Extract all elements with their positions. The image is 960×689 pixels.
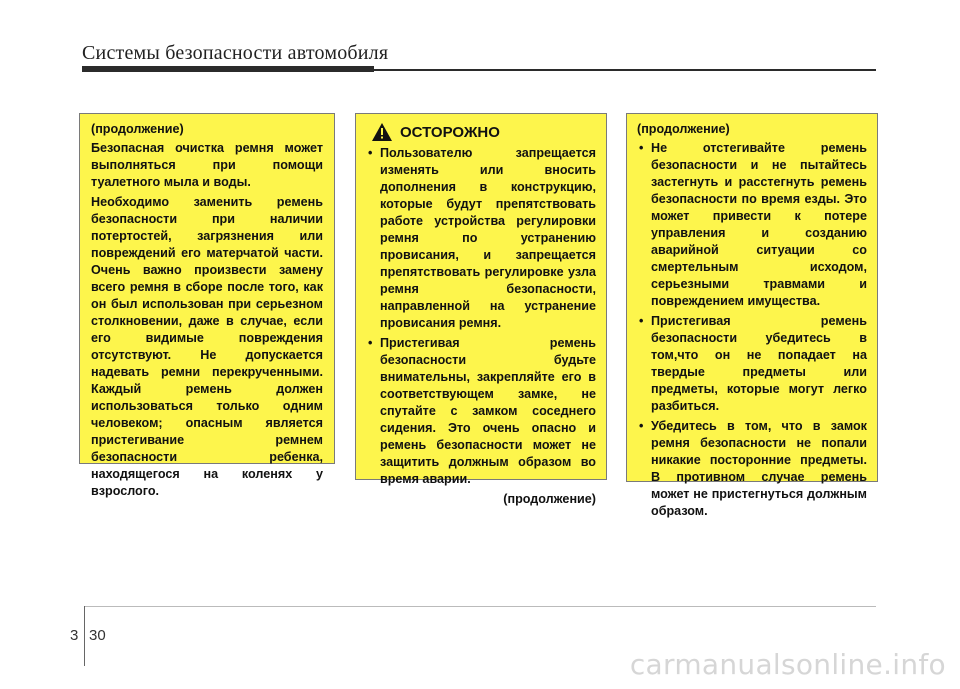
warning-title: ОСТОРОЖНО (400, 123, 500, 141)
page-title: Системы безопасности автомобиля (82, 42, 389, 64)
continued-label: (продолжение) (637, 122, 730, 136)
section-number: 3 (70, 627, 79, 644)
list-item: • Пристегивая ремень безопасности будьте внимательны, закрепляйте его в соответствующем замке, не спутайте с замком соседнего сидения. Это очень опасно и ремень безопасности может не защитить должным образом во время аварии. (366, 335, 596, 488)
warning-header (372, 123, 596, 141)
header-rule (82, 69, 876, 71)
list-item: • Убедитесь в том, что в замок ремня безопасности не попали никакие посторонние предметы. В противном случае ремень может не пристегнуться должным образом. (637, 418, 867, 520)
list-item: • Пользователю запрещается изменять или вносить дополнения в конструкцию, которые будут препятствовать работе устройства регулировки ремня по устранению провисания, и запрещается препятствовать регулировке узла ремня безопасности, направленной на устранение провисания ремня. (366, 145, 596, 332)
info-box-cleaning (79, 113, 335, 498)
warning-list (366, 145, 596, 488)
list-item: • Пристегивая ремень безопасности убедитесь в том,что он не попадает на твердые предметы или предметы, которые могут легко разбиться. (637, 313, 867, 415)
info-list (637, 140, 867, 520)
footer-rule (84, 606, 876, 607)
paragraph: Необходимо заменить ремень безопасности при наличии потертостей, загрязнения или повреждений его матерчатой части. Очень важно произвести замену всего ремня в сборе после того, как он был использован при серьезном столкновении, даже в случае, если его видимые повреждения отсутствуют. Не допускается надевать ремни перекрученными. Каждый ремень должен использоваться только одним человеком; опасным является пристегивание ремнем безопасности ребенка, находящегося на коленях у взрослого. (91, 195, 323, 498)
list-item: • Не отстегивайте ремень безопасности и не пытайтесь застегнуть и расстегнуть ремень безопасности по время езды. Это может привести к потере управления и созданию аварийной ситуации со смертельным исходом, серьезными травмами и повреждением имущества. (637, 140, 867, 310)
warning-triangle-icon (372, 123, 392, 141)
warning-box (355, 113, 607, 506)
paragraph: Безопасная очистка ремня может выполняться при помощи туалетного мыла и воды. (91, 141, 323, 189)
watermark: carmanualsonline.info (629, 648, 946, 681)
info-box-fastening (626, 113, 878, 518)
continued-label: (продолжение) (91, 122, 184, 136)
continued-label: (продолжение) (503, 492, 596, 506)
page-number: 30 (89, 627, 106, 644)
footer-divider (84, 606, 85, 666)
